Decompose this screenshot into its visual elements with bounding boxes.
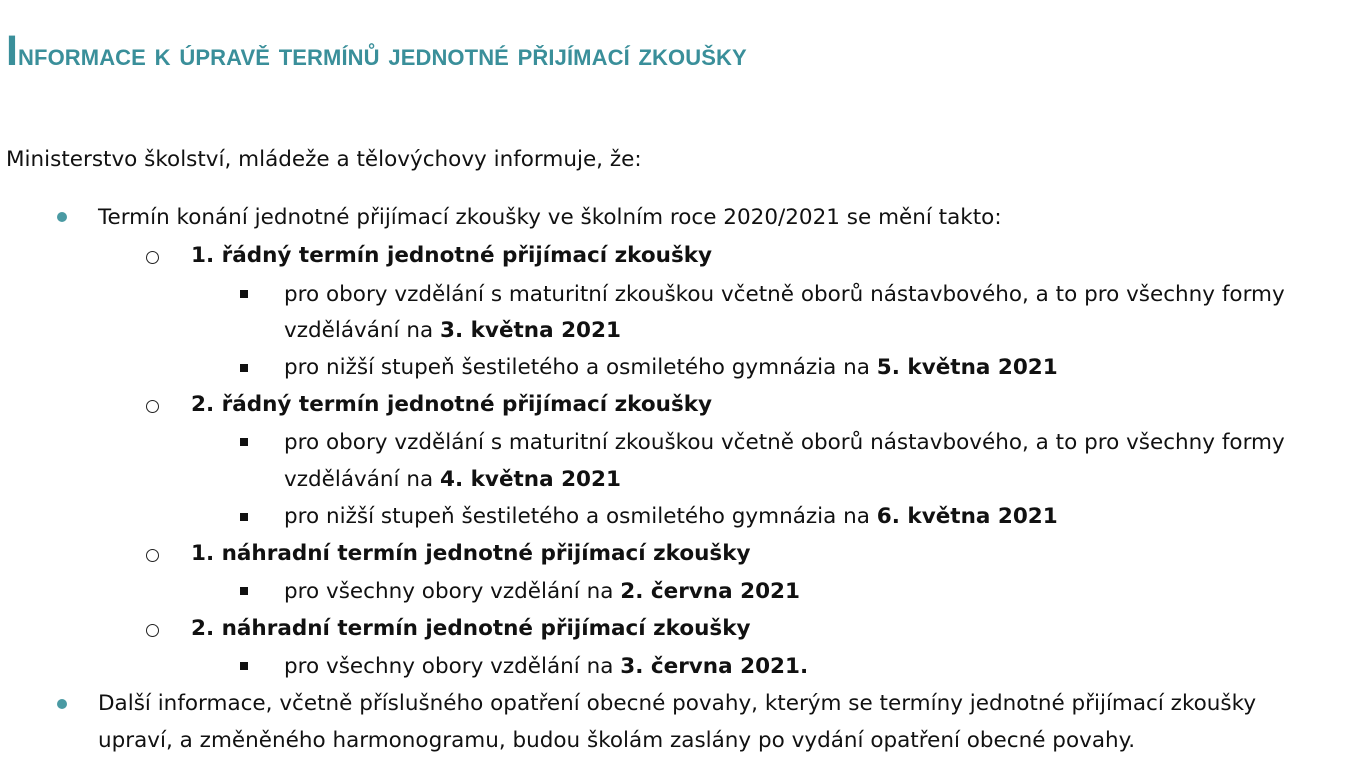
bullet-circle-icon xyxy=(146,400,159,413)
bullet-square-icon xyxy=(240,364,248,372)
entry-line: pro všechny obory vzdělání na 2. června 2021 xyxy=(284,579,800,604)
bullet-square-icon xyxy=(240,438,248,446)
bullet-square-icon xyxy=(240,290,248,298)
section-heading: 2. náhradní termín jednotné přijímací zkoušky xyxy=(191,616,751,641)
list-item-text: upraví, a změněného harmonogramu, budou školám zaslány po vydání opatření obecné povahy. xyxy=(98,728,1136,753)
entry-line: vzdělávání na 3. května 2021 xyxy=(284,318,621,343)
entry-date: 2. června 2021 xyxy=(620,579,800,604)
entry-date: 4. května 2021 xyxy=(440,467,621,492)
title-initial: I xyxy=(6,27,19,75)
entry-date: 6. května 2021 xyxy=(876,504,1058,529)
entry-line: pro všechny obory vzdělání na 3. června 2021. xyxy=(284,654,809,679)
entry-date: 5. května 2021 xyxy=(876,355,1058,380)
list-item-text: Další informace, včetně příslušného opatření obecné povahy, kterým se termíny jednotné přijímací zkoušky xyxy=(98,691,1257,716)
entry-line: vzdělávání na 4. května 2021 xyxy=(284,467,621,492)
entry-line: pro nižší stupeň šestiletého a osmiletého gymnázia na 5. května 2021 xyxy=(284,355,1058,380)
entry-date: 3. června 2021. xyxy=(620,654,809,679)
bullet-circle-icon xyxy=(146,624,159,637)
section-heading: 2. řádný termín jednotné přijímací zkoušky xyxy=(191,392,713,417)
bullet-circle-icon xyxy=(146,549,159,562)
list-item-text: Termín konání jednotné přijímací zkoušky ve školním roce 2020/2021 se mění takto: xyxy=(98,205,1002,230)
bullet-circle-icon xyxy=(146,251,159,264)
section-heading: 1. náhradní termín jednotné přijímací zkoušky xyxy=(191,541,751,566)
section-heading: 1. řádný termín jednotné přijímací zkoušky xyxy=(191,243,713,268)
page-title xyxy=(6,24,1346,82)
entry-line: pro obory vzdělání s maturitní zkouškou včetně oborů nástavbového, a to pro všechny formy xyxy=(284,282,1285,307)
entry-date: 3. května 2021 xyxy=(440,318,621,343)
title-rest: nformace k úpravě termínů jednotné přijímací zkoušky xyxy=(18,37,747,72)
intro-paragraph: Ministerstvo školství, mládeže a tělovýchovy informuje, že: xyxy=(6,147,642,172)
bullet-square-icon xyxy=(240,662,248,670)
bullet-dot-icon xyxy=(57,699,67,709)
bullet-square-icon xyxy=(240,587,248,595)
entry-line: pro obory vzdělání s maturitní zkouškou včetně oborů nástavbového, a to pro všechny formy xyxy=(284,430,1285,455)
bullet-square-icon xyxy=(240,513,248,521)
bullet-dot-icon xyxy=(57,212,67,222)
entry-line: pro nižší stupeň šestiletého a osmiletého gymnázia na 6. května 2021 xyxy=(284,504,1058,529)
